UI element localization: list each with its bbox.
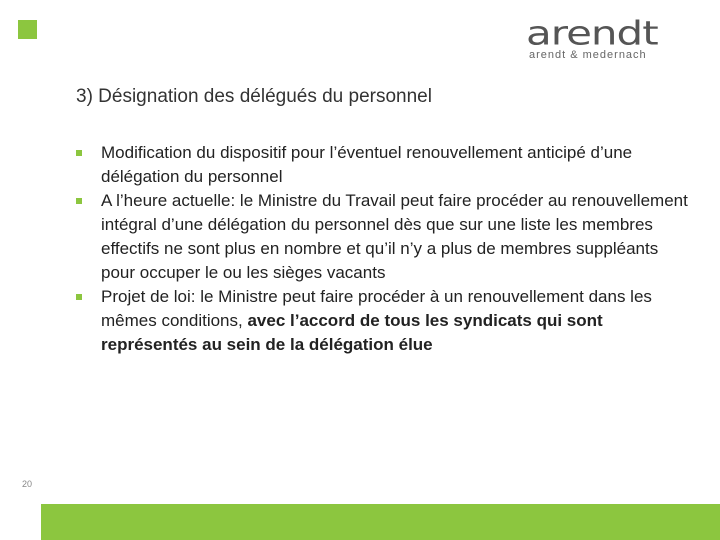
bullet-list (76, 141, 696, 357)
bullet-item (76, 141, 696, 189)
bullet-text: Modification du dispositif pour l’éventuel renouvellement anticipé d’une délégation du personnel (101, 143, 633, 186)
corner-accent-square (18, 20, 37, 39)
bullet-bold-text: avec l’accord de tous les syndicats qui sont représentés au sein de la délégation élue (101, 311, 603, 354)
arendt-logo (526, 14, 706, 62)
logo-subtitle: arendt & medernach (529, 49, 647, 61)
page-number: 20 (22, 479, 33, 489)
bullet-item (76, 285, 696, 357)
slide-title: 3) Désignation des délégués du personnel (76, 86, 432, 107)
page-number-box (0, 500, 41, 540)
bullet-item (76, 189, 696, 285)
bullet-square-icon (76, 294, 82, 300)
bullet-square-icon (76, 198, 82, 204)
logo-wordmark: arendt (526, 14, 658, 53)
footer-bar (0, 504, 720, 540)
bullet-text: Projet de loi: le Ministre peut faire procéder à un renouvellement dans les mêmes conditions, (101, 287, 652, 330)
bullet-text: A l’heure actuelle: le Ministre du Travail peut faire procéder au renouvellement intégral d’une délégation du personnel dès que sur une liste les membres effectifs ne sont plus en nombre et qu’il n’y a plus de membres suppléants pour occuper le ou les sièges vacants (101, 191, 688, 282)
bullet-square-icon (76, 150, 82, 156)
